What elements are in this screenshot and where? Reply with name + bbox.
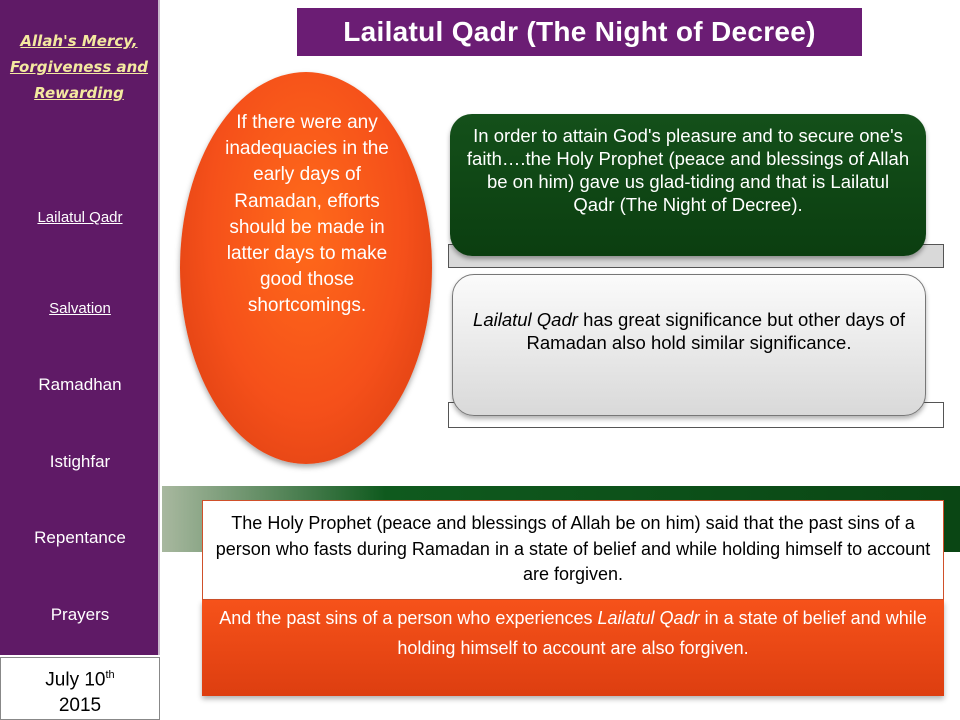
sidebar-item-prayers[interactable]: Prayers [50, 605, 110, 624]
orange-hadith-box [202, 600, 944, 696]
hadith-box: The Holy Prophet (peace and blessings of Allah be on him) said that the past sins of a person who fasts during Ramadan in a state of belief and while holding himself to account are forgiven. [202, 500, 944, 600]
sidebar-nav [0, 0, 160, 655]
date-suffix: th [105, 669, 115, 681]
green-callout-box: In order to attain God's pleasure and to secure one's faith….the Holy Prophet (peace and blessings of Allah be on him) gave us glad-tiding and that is Lailatul Qadr (The Night of Decree). [450, 114, 926, 256]
date-month-day: July 10 [45, 669, 106, 691]
grey-callout-box [452, 274, 926, 416]
sidebar-item-lailatul-qadr[interactable]: Lailatul Qadr [37, 209, 123, 226]
sidebar-item-ramadhan[interactable]: Ramadhan [38, 375, 122, 394]
date-box [0, 657, 160, 720]
sidebar-item-istighfar[interactable]: Istighfar [49, 452, 111, 471]
orange-box-after: in a state of belief and while holding himself to account are also forgiven. [397, 608, 927, 658]
oval-text: If there were any inadequacies in the early days of Ramadan, efforts should be made in latter days to make good those shortcomings. [225, 112, 389, 317]
orange-box-italic: Lailatul Qadr [597, 608, 700, 628]
orange-box-before: And the past sins of a person who experiences [219, 608, 598, 628]
page-title: Lailatul Qadr (The Night of Decree) [297, 8, 862, 56]
sidebar-item-repentance[interactable]: Repentance [34, 528, 126, 547]
grey-box-italic: Lailatul Qadr [473, 309, 578, 330]
grey-box-text: has great significance but other days of Ramadan also hold similar significance. [526, 309, 905, 353]
sidebar-item-salvation[interactable]: Salvation [49, 300, 111, 317]
date-year: 2015 [58, 695, 102, 717]
sidebar-heading[interactable]: Allah's Mercy, Forgiveness and Rewarding [9, 32, 149, 102]
